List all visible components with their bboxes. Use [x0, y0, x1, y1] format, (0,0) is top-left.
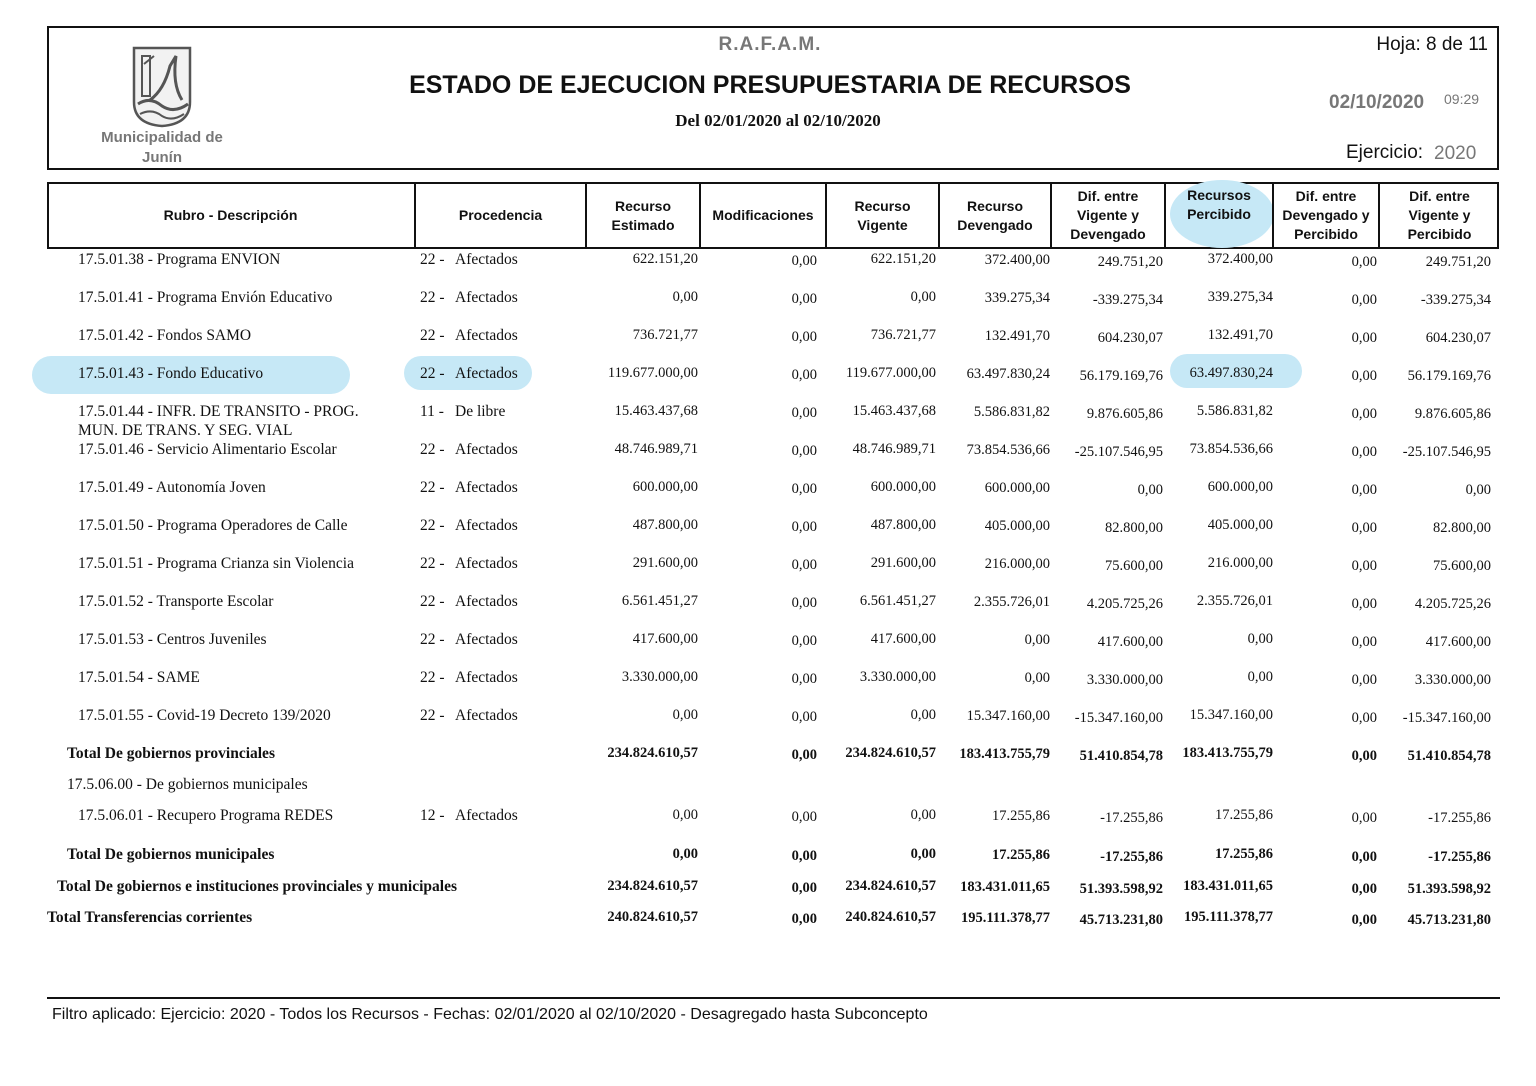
report-date: 02/10/2020 — [1329, 92, 1425, 113]
total-row-label: Total De gobiernos municipales — [67, 846, 275, 863]
row-value-col-5: 3.330.000,00 — [1086, 672, 1163, 688]
col-header-percibido — [1166, 182, 1272, 249]
row-value-col-6: 5.586.831,82 — [1196, 403, 1273, 419]
row-value-col-7: 0,00 — [1351, 368, 1377, 384]
municipality-logo-icon — [130, 44, 194, 128]
row-value-col-7: 0,00 — [1351, 810, 1377, 826]
row-value-col-8: 417.600,00 — [1425, 634, 1491, 650]
row-value-col-6: 15.347.160,00 — [1189, 707, 1273, 723]
row-value-col-6: 132.491,70 — [1207, 327, 1273, 343]
col-header-dif-vig-per-l2: Vigente y — [1408, 207, 1471, 223]
row-description: 17.5.01.55 - Covid-19 Decreto 139/2020 — [78, 707, 331, 724]
row-value-col-6: 600.000,00 — [1207, 479, 1273, 495]
report-title: ESTADO DE EJECUCION PRESUPUESTARIA DE RECURSOS — [409, 71, 1131, 99]
col-header-dif-vig-dev-l3: Devengado — [1070, 226, 1146, 242]
row-value-col-7: 0,00 — [1351, 748, 1377, 764]
row-value-col-4: 73.854.536,66 — [966, 442, 1050, 458]
row-description: 17.5.01.42 - Fondos SAMO — [78, 327, 252, 344]
row-description: 17.5.01.43 - Fondo Educativo — [78, 365, 264, 382]
row-procedencia: Afectados — [455, 707, 518, 724]
row-value-col-4: 15.347.160,00 — [966, 708, 1050, 724]
row-value-col-8: -15.347.160,00 — [1402, 710, 1491, 726]
row-procedencia-code: 22 - — [420, 365, 445, 382]
row-procedencia: Afectados — [455, 807, 518, 824]
col-header-percibido-l1: Recursos — [1187, 187, 1251, 203]
row-value-col-7: 0,00 — [1351, 406, 1377, 422]
row-procedencia: Afectados — [455, 555, 518, 572]
row-value-col-3: 487.800,00 — [870, 517, 936, 533]
row-value-col-6: 17.255,86 — [1215, 807, 1273, 823]
row-value-col-4: 63.497.830,24 — [966, 366, 1050, 382]
row-procedencia: Afectados — [455, 327, 518, 344]
row-value-col-8: 4.205.725,26 — [1414, 596, 1491, 612]
row-value-col-8: 45.713.231,80 — [1407, 912, 1491, 928]
row-value-col-4: 405.000,00 — [984, 518, 1050, 534]
footer-divider — [47, 997, 1500, 999]
row-value-col-7: 0,00 — [1351, 912, 1377, 928]
row-value-col-3: 0,00 — [910, 807, 936, 823]
row-value-col-5: -339.275,34 — [1092, 292, 1163, 308]
row-value-col-2: 0,00 — [791, 253, 817, 269]
row-value-col-1: 417.600,00 — [632, 631, 698, 647]
row-value-col-4: 17.255,86 — [992, 847, 1050, 863]
col-header-vigente — [827, 182, 938, 249]
municipality-line-1: Municipalidad de — [101, 129, 223, 146]
row-value-col-5: -17.255,86 — [1100, 849, 1163, 865]
row-value-col-1: 15.463.437,68 — [614, 403, 698, 419]
row-value-col-5: 604.230,07 — [1097, 330, 1163, 346]
row-value-col-1: 0,00 — [672, 807, 698, 823]
ejercicio-label: Ejercicio: — [1346, 142, 1424, 163]
row-procedencia-code: 22 - — [420, 289, 445, 306]
row-value-col-7: 0,00 — [1351, 520, 1377, 536]
row-description: 17.5.01.52 - Transporte Escolar — [78, 593, 274, 610]
row-value-col-8: -17.255,86 — [1428, 810, 1491, 826]
col-header-percibido-l2: Percibido — [1187, 206, 1251, 222]
row-value-col-4: 5.586.831,82 — [973, 404, 1050, 420]
row-value-col-2: 0,00 — [791, 443, 817, 459]
row-value-col-8: 75.600,00 — [1433, 558, 1491, 574]
row-value-col-6: 339.275,34 — [1207, 289, 1273, 305]
row-value-col-4: 183.413.755,79 — [959, 746, 1050, 762]
row-value-col-1: 487.800,00 — [632, 517, 698, 533]
row-description: 17.5.01.41 - Programa Envión Educativo — [78, 289, 333, 306]
col-header-dif-vig-per-l3: Percibido — [1407, 226, 1472, 242]
row-value-col-1: 48.746.989,71 — [614, 441, 698, 457]
row-value-col-3: 15.463.437,68 — [852, 403, 936, 419]
row-value-col-8: -25.107.546,95 — [1402, 444, 1491, 460]
row-value-col-7: 0,00 — [1351, 444, 1377, 460]
row-value-col-7: 0,00 — [1351, 710, 1377, 726]
row-value-col-2: 0,00 — [791, 747, 817, 763]
row-value-col-1: 0,00 — [672, 846, 698, 862]
row-value-col-8: 604.230,07 — [1425, 330, 1491, 346]
row-value-col-3: 0,00 — [910, 846, 936, 862]
row-value-col-1: 234.824.610,57 — [607, 745, 698, 761]
col-header-estimado — [587, 182, 699, 249]
row-value-col-6: 183.413.755,79 — [1182, 745, 1273, 761]
col-header-dif-dev-per-l3: Percibido — [1294, 226, 1358, 242]
row-value-col-6: 216.000,00 — [1207, 555, 1273, 571]
row-value-col-1: 622.151,20 — [632, 251, 698, 267]
row-procedencia-code: 22 - — [420, 631, 445, 648]
row-procedencia: Afectados — [455, 365, 518, 382]
row-value-col-3: 234.824.610,57 — [845, 745, 936, 761]
row-description: 17.5.01.50 - Programa Operadores de Calle — [78, 517, 348, 534]
row-value-col-5: 4.205.725,26 — [1086, 596, 1163, 612]
row-description: 17.5.01.46 - Servicio Alimentario Escolar — [78, 441, 337, 458]
row-value-col-1: 3.330.000,00 — [621, 669, 698, 685]
col-header-devengado — [940, 182, 1050, 249]
row-value-col-5: 82.800,00 — [1105, 520, 1163, 536]
row-value-col-3: 234.824.610,57 — [845, 878, 936, 894]
row-value-col-2: 0,00 — [791, 848, 817, 864]
row-value-col-6: 2.355.726,01 — [1196, 593, 1273, 609]
row-value-col-2: 0,00 — [791, 671, 817, 687]
row-description: 17.5.01.38 - Programa ENVION — [78, 251, 281, 268]
row-procedencia: Afectados — [455, 593, 518, 610]
total-row-label: Total De gobiernos provinciales — [67, 745, 275, 762]
row-procedencia-code: 22 - — [420, 707, 445, 724]
row-value-col-3: 48.746.989,71 — [852, 441, 936, 457]
col-header-dif-dev-per — [1274, 182, 1378, 249]
col-header-vigente-l2: Vigente — [857, 216, 908, 233]
col-header-dif-vig-per-l1: Dif. entre — [1409, 188, 1470, 204]
row-value-col-8: -17.255,86 — [1428, 849, 1491, 865]
row-value-col-8: 249.751,20 — [1425, 254, 1491, 270]
row-value-col-5: 45.713.231,80 — [1079, 912, 1163, 928]
row-value-col-7: 0,00 — [1351, 254, 1377, 270]
row-procedencia: Afectados — [455, 289, 518, 306]
row-description: 17.5.01.44 - INFR. DE TRANSITO - PROG. — [78, 403, 359, 420]
report-period: Del 02/01/2020 al 02/10/2020 — [675, 111, 881, 130]
row-value-col-4: 372.400,00 — [984, 252, 1050, 268]
row-value-col-7: 0,00 — [1351, 596, 1377, 612]
row-value-col-1: 119.677.000,00 — [607, 365, 698, 381]
row-value-col-6: 195.111.378,77 — [1183, 909, 1273, 925]
page-number: Hoja: 8 de 11 — [1376, 34, 1488, 55]
row-value-col-8: 3.330.000,00 — [1414, 672, 1491, 688]
row-value-col-6: 0,00 — [1247, 669, 1273, 685]
col-header-dif-dev-per-l1: Dif. entre — [1295, 188, 1357, 204]
row-value-col-8: 82.800,00 — [1433, 520, 1491, 536]
row-procedencia-code: 22 - — [420, 669, 445, 686]
row-value-col-3: 600.000,00 — [870, 479, 936, 495]
row-value-col-7: 0,00 — [1351, 558, 1377, 574]
col-header-devengado-l2: Devengado — [957, 216, 1033, 233]
row-value-col-2: 0,00 — [791, 595, 817, 611]
col-header-dif-vig-per — [1380, 182, 1499, 249]
col-header-estimado-l1: Recurso — [614, 197, 671, 214]
row-description-cont: MUN. DE TRANS. Y SEG. VIAL — [78, 422, 293, 439]
row-procedencia: Afectados — [455, 669, 518, 686]
row-value-col-2: 0,00 — [791, 880, 817, 896]
row-value-col-7: 0,00 — [1351, 672, 1377, 688]
system-name: R.A.F.A.M. — [718, 34, 822, 55]
row-procedencia-code: 11 - — [420, 403, 444, 420]
row-value-col-3: 3.330.000,00 — [859, 669, 936, 685]
row-value-col-1: 234.824.610,57 — [607, 878, 698, 894]
row-value-col-2: 0,00 — [791, 329, 817, 345]
row-procedencia-code: 22 - — [420, 441, 445, 458]
row-procedencia: Afectados — [455, 479, 518, 496]
row-value-col-1: 0,00 — [672, 707, 698, 723]
row-value-col-4: 600.000,00 — [984, 480, 1050, 496]
municipality-name — [62, 128, 262, 168]
col-header-estimado-l2: Estimado — [611, 216, 675, 233]
row-value-col-1: 240.824.610,57 — [607, 909, 698, 925]
row-value-col-5: 9.876.605,86 — [1086, 406, 1163, 422]
row-value-col-2: 0,00 — [791, 405, 817, 421]
row-procedencia-code: 22 - — [420, 327, 445, 344]
row-value-col-5: 75.600,00 — [1105, 558, 1163, 574]
row-value-col-1: 6.561.451,27 — [621, 593, 698, 609]
row-procedencia-code: 22 - — [420, 479, 445, 496]
col-header-dif-vig-dev-l2: Vigente y — [1077, 207, 1139, 223]
col-header-dif-dev-per-l2: Devengado y — [1282, 207, 1370, 223]
row-value-col-7: 0,00 — [1351, 849, 1377, 865]
row-value-col-4: 132.491,70 — [984, 328, 1050, 344]
row-value-col-8: 56.179.169,76 — [1407, 368, 1491, 384]
row-value-col-5: -17.255,86 — [1100, 810, 1163, 826]
row-value-col-2: 0,00 — [791, 291, 817, 307]
row-description: 17.5.01.49 - Autonomía Joven — [78, 479, 266, 496]
ejercicio-value: 2020 — [1434, 143, 1477, 164]
row-value-col-3: 622.151,20 — [870, 251, 936, 267]
row-procedencia-code: 22 - — [420, 517, 445, 534]
row-value-col-6: 183.431.011,65 — [1183, 878, 1273, 894]
row-value-col-2: 0,00 — [791, 367, 817, 383]
row-value-col-3: 0,00 — [910, 289, 936, 305]
row-value-col-1: 736.721,77 — [632, 327, 698, 343]
row-procedencia: Afectados — [455, 251, 518, 268]
row-value-col-3: 6.561.451,27 — [859, 593, 936, 609]
row-value-col-7: 0,00 — [1351, 881, 1377, 897]
row-value-col-8: 9.876.605,86 — [1414, 406, 1491, 422]
row-value-col-3: 240.824.610,57 — [845, 909, 936, 925]
row-procedencia-code: 22 - — [420, 555, 445, 572]
col-header-dif-vig-dev — [1052, 182, 1164, 249]
row-value-col-5: -15.347.160,00 — [1074, 710, 1163, 726]
row-value-col-4: 0,00 — [1024, 632, 1050, 648]
row-value-col-2: 0,00 — [791, 709, 817, 725]
row-value-col-8: -339.275,34 — [1420, 292, 1491, 308]
row-value-col-5: 51.410.854,78 — [1079, 748, 1163, 764]
row-value-col-6: 405.000,00 — [1207, 517, 1273, 533]
row-value-col-1: 0,00 — [672, 289, 698, 305]
row-value-col-4: 216.000,00 — [984, 556, 1050, 572]
row-value-col-6: 0,00 — [1247, 631, 1273, 647]
row-value-col-4: 183.431.011,65 — [960, 879, 1050, 895]
row-description: 17.5.01.51 - Programa Crianza sin Violencia — [78, 555, 354, 572]
row-value-col-8: 51.410.854,78 — [1407, 748, 1491, 764]
row-value-col-5: 56.179.169,76 — [1079, 368, 1163, 384]
row-value-col-2: 0,00 — [791, 481, 817, 497]
row-value-col-5: 0,00 — [1137, 482, 1163, 498]
row-procedencia: Afectados — [455, 441, 518, 458]
row-procedencia: Afectados — [455, 631, 518, 648]
row-value-col-1: 291.600,00 — [632, 555, 698, 571]
row-value-col-7: 0,00 — [1351, 634, 1377, 650]
row-procedencia-code: 22 - — [420, 593, 445, 610]
row-value-col-6: 63.497.830,24 — [1189, 365, 1273, 381]
report-time: 09:29 — [1444, 91, 1480, 107]
col-header-vigente-l1: Recurso — [854, 197, 911, 214]
row-value-col-3: 417.600,00 — [870, 631, 936, 647]
row-value-col-8: 51.393.598,92 — [1407, 881, 1491, 897]
row-value-col-4: 195.111.378,77 — [960, 910, 1050, 926]
row-value-col-3: 291.600,00 — [870, 555, 936, 571]
row-procedencia-code: 22 - — [420, 251, 445, 268]
row-value-col-4: 2.355.726,01 — [973, 594, 1050, 610]
col-header-procedencia: Procedencia — [458, 207, 543, 223]
row-procedencia: Afectados — [455, 517, 518, 534]
total-row-label: Total Transferencias corrientes — [47, 909, 253, 926]
row-value-col-6: 372.400,00 — [1207, 251, 1273, 267]
group-row-label: 17.5.06.00 - De gobiernos municipales — [67, 776, 308, 793]
row-value-col-7: 0,00 — [1351, 482, 1377, 498]
row-value-col-5: 417.600,00 — [1097, 634, 1163, 650]
row-value-col-1: 600.000,00 — [632, 479, 698, 495]
row-value-col-5: 249.751,20 — [1097, 254, 1163, 270]
row-value-col-7: 0,00 — [1351, 330, 1377, 346]
row-value-col-2: 0,00 — [791, 557, 817, 573]
row-value-col-6: 73.854.536,66 — [1189, 441, 1273, 457]
row-value-col-4: 339.275,34 — [984, 290, 1050, 306]
row-value-col-4: 17.255,86 — [992, 808, 1050, 824]
row-value-col-2: 0,00 — [791, 633, 817, 649]
col-header-devengado-l1: Recurso — [966, 197, 1024, 214]
total-row-label: Total De gobiernos e instituciones provinciales y municipales — [57, 878, 458, 895]
row-value-col-3: 119.677.000,00 — [845, 365, 936, 381]
row-value-col-6: 17.255,86 — [1215, 846, 1273, 862]
col-header-dif-vig-dev-l1: Dif. entre — [1077, 188, 1139, 204]
col-header-modificaciones: Modificaciones — [712, 207, 814, 223]
municipality-line-2: Junín — [142, 149, 182, 166]
row-procedencia-code: 12 - — [420, 807, 445, 824]
row-procedencia: De libre — [455, 403, 506, 420]
row-description: 17.5.01.54 - SAME — [78, 669, 200, 686]
row-value-col-5: 51.393.598,92 — [1079, 881, 1163, 897]
row-value-col-2: 0,00 — [791, 519, 817, 535]
row-value-col-2: 0,00 — [791, 809, 817, 825]
row-value-col-4: 0,00 — [1024, 670, 1050, 686]
row-value-col-3: 0,00 — [910, 707, 936, 723]
row-value-col-2: 0,00 — [791, 911, 817, 927]
row-value-col-5: -25.107.546,95 — [1074, 444, 1163, 460]
row-value-col-7: 0,00 — [1351, 292, 1377, 308]
row-description: 17.5.01.53 - Centros Juveniles — [78, 631, 267, 648]
row-value-col-8: 0,00 — [1465, 482, 1491, 498]
row-value-col-3: 736.721,77 — [870, 327, 936, 343]
col-header-rubro: Rubro - Descripción — [163, 207, 298, 223]
row-description: 17.5.06.01 - Recupero Programa REDES — [78, 807, 334, 824]
footer-filter-text: Filtro aplicado: Ejercicio: 2020 - Todos los Recursos - Fechas: 02/01/2020 al 02/10/2020 - Desagregado hasta Subconcepto — [52, 1006, 928, 1023]
